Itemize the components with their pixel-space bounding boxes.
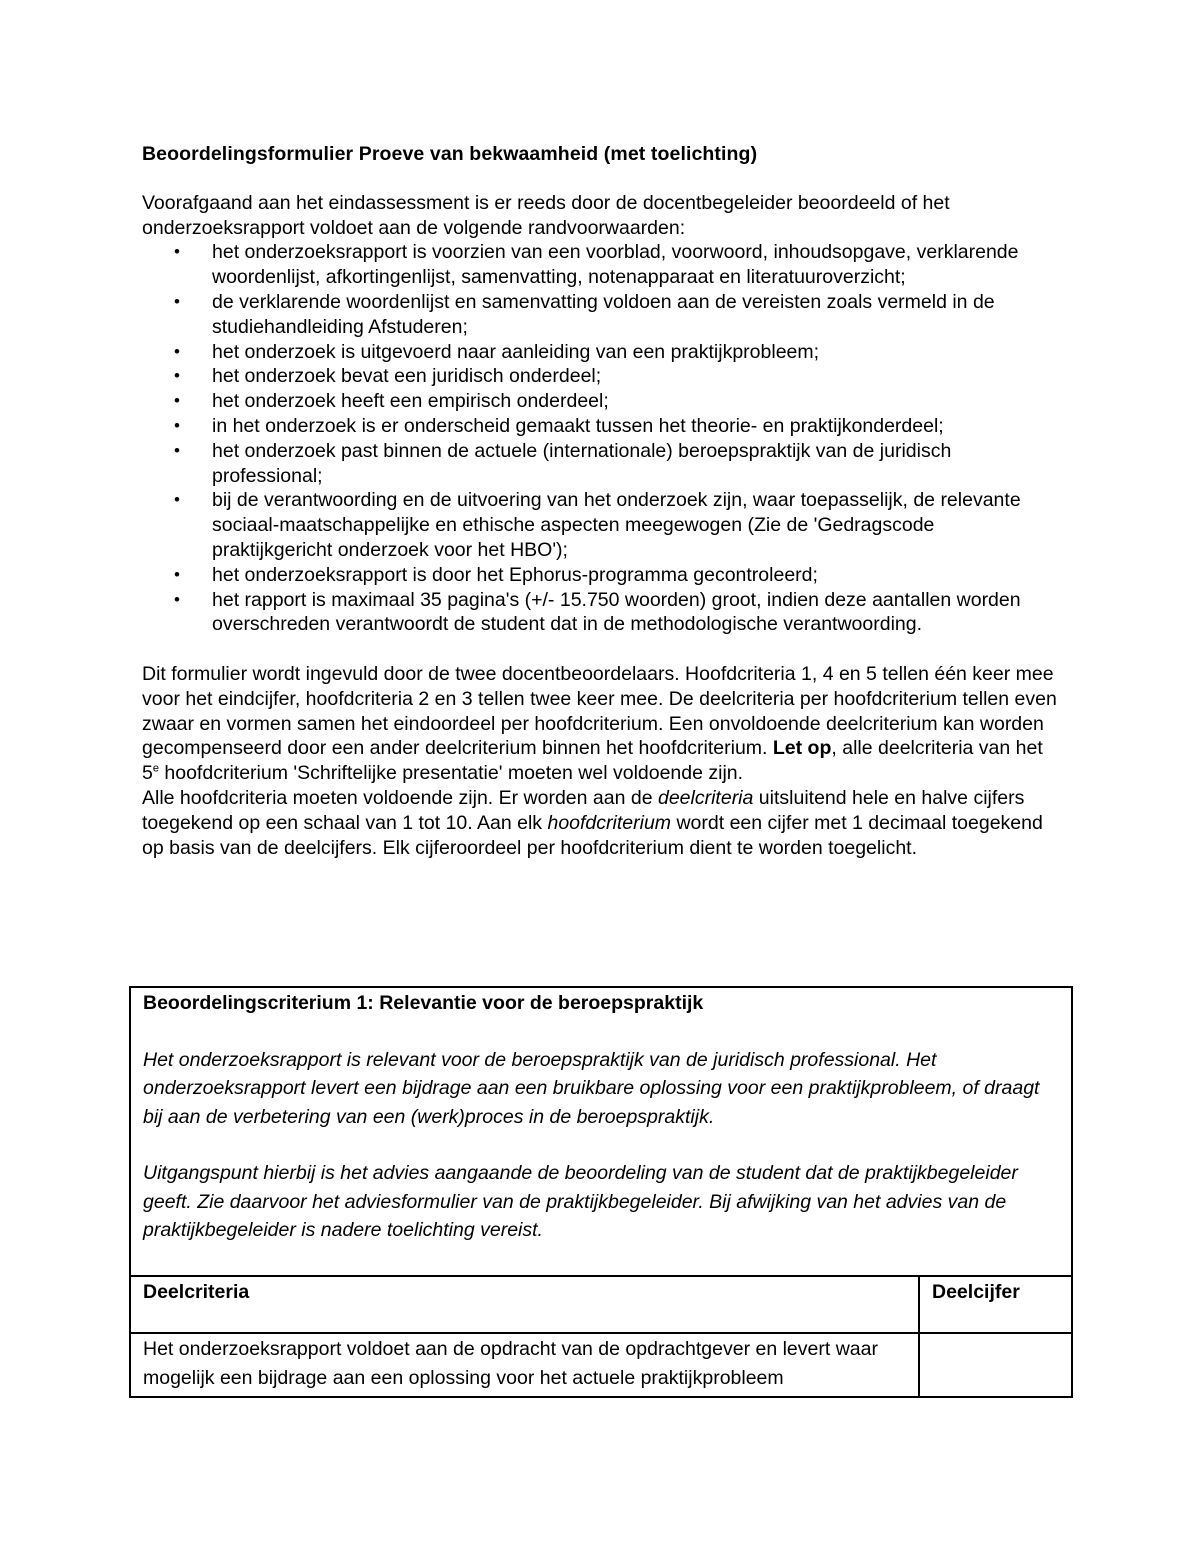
criterion-header-cell [130,987,1072,1276]
bullet-icon: • [174,341,180,361]
list-item: • het onderzoek heeft een empirisch onderdeel; [174,390,609,413]
criterion-header-row [130,987,1072,1276]
list-item: • het rapport is maximaal 35 pagina's (+/- 15.750 woorden) groot, indien deze aantallen worden overschreden verantwoordt de student dat in de methodologische verantwoording. [174,588,1021,636]
table-header-row [130,1276,1072,1333]
list-item: • het onderzoeksrapport is door het Ephorus-programma gecontroleerd; [174,563,818,586]
list-item: • het onderzoek is uitgevoerd naar aanleiding van een praktijkprobleem; [174,340,820,363]
bullet-icon: • [174,291,180,311]
list-item: • het onderzoek past binnen de actuele (internationale) beroepspraktijk van de juridisch professional; [174,439,952,487]
bullet-icon: • [174,242,180,262]
let-op-label: Let op [772,737,832,760]
bullet-icon: • [174,366,180,386]
criterion-note: Uitgangspunt hierbij is het advies aangaande de beoordeling van de student dat de praktijkbegeleider geeft. Zie daarvoor het adviesformulier van de praktijkbegeleider. Bij afwijking van het advies van de praktijkbegeleider is nadere toelichting vereist. [143,1162,1018,1241]
list-item: • in het onderzoek is er onderscheid gemaakt tussen het theorie- en praktijkonderdeel; [174,414,944,437]
bullet-icon: • [174,589,180,609]
deelcriterium-text: Het onderzoeksrapport voldoet aan de opdracht van de opdrachtgever en levert waar mogelijk een bijdrage aan een oplossing voor het actuele praktijkprobleem [130,1333,919,1397]
criterion-description: Het onderzoeksrapport is relevant voor de beroepspraktijk van de juridisch professional. Het onderzoeksrapport levert een bijdrage aan een bruikbare oplossing voor een praktijkprobleem, of draagt bij aan de verbetering van een (werk)proces in de beroepspraktijk. [143,1048,1040,1128]
deelcijfer-cell[interactable] [919,1333,1072,1397]
document-title: Beoordelingsformulier Proeve van bekwaamheid (met toelichting) [142,143,758,165]
bullet-icon: • [174,490,180,510]
document-body [142,142,1062,860]
list-item: • bij de verantwoording en de uitvoering van het onderzoek zijn, waar toepasselijk, de relevante sociaal-maatschappelijke en ethische aspecten meegewogen (Zie de 'Gedragscode praktijkgericht onderzoek voor het HBO'); [174,489,1021,561]
table-row [130,1333,1072,1397]
intro-paragraph: Voorafgaand aan het eindassessment is er reeds door de docentbegeleider beoordeeld of het onderzoeksrapport voldoet aan de volgende randvoorwaarden: [142,191,950,239]
bullet-icon: • [174,440,180,460]
bullet-icon: • [174,564,180,584]
bullet-icon: • [174,415,180,435]
criterion-title: Beoordelingscriterium 1: Relevantie voor de beroepspraktijk [143,992,704,1014]
column-header-deelcriteria: Deelcriteria [130,1276,919,1333]
conditions-list [142,240,1062,637]
bullet-icon: • [174,391,180,411]
list-item: • het onderzoek bevat een juridisch onderdeel; [174,365,602,388]
criterion-table [129,986,1073,1398]
column-header-deelcijfer: Deelcijfer [919,1276,1072,1333]
weighting-paragraph: Dit formulier wordt ingevuld door de twee docentbeoordelaars. Hoofdcriteria 1, 4 en 5 tellen één keer mee voor het eindcijfer, hoofdcriteria 2 en 3 tellen twee keer mee. De deelcriteria per hoofdcriterium tellen even zwaar en vormen samen het eindoordeel per hoofdcriterium. Een onvoldoende deelcriterium kan worden gecompenseerd door een ander deelcriterium binnen het hoofdcriterium. Let op, alle deelcriteria van het 5e hoofdcriterium 'Schriftelijke presentatie' moeten wel voldoende zijn. [142,662,1057,785]
list-item: • het onderzoeksrapport is voorzien van een voorblad, voorwoord, inhoudsopgave, verklarende woordenlijst, afkortingenlijst, samenvatting, notenapparaat en literatuuroverzicht; [174,241,1019,289]
grading-paragraph: Alle hoofdcriteria moeten voldoende zijn. Er worden aan de deelcriteria uitsluitend hele en halve cijfers toegekend op een schaal van 1 tot 10. Aan elk hoofdcriterium wordt een cijfer met 1 decimaal toegekend op basis van de deelcijfers. Elk cijferoordeel per hoofdcriterium dient te worden toegelicht. [142,786,1043,859]
list-item: • de verklarende woordenlijst en samenvatting voldoen aan de vereisten zoals vermeld in de studiehandleiding Afstuderen; [174,290,995,338]
